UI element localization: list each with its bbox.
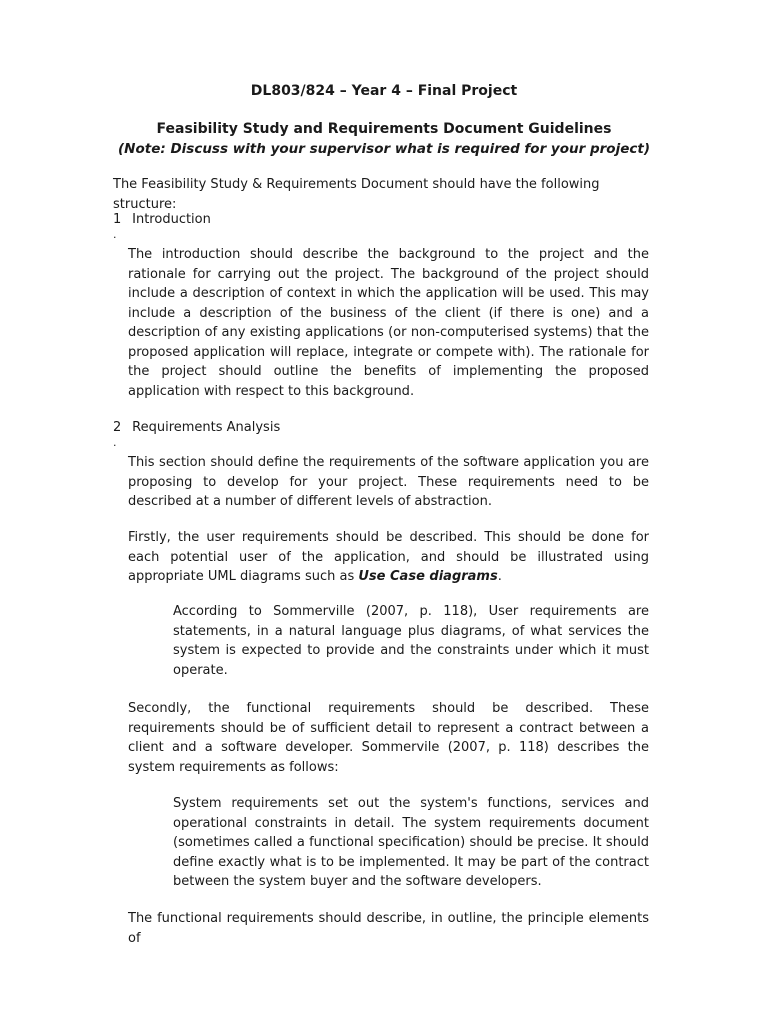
structure-intro: The Feasibility Study & Requirements Document should have the following structure: xyxy=(113,177,600,212)
document-subtitle: Feasibility Study and Requirements Document Guidelines xyxy=(156,121,612,137)
section-heading-introduction xyxy=(113,210,653,241)
sommerville-quote-2: System requirements set out the system's functions, services and operational constraints in detail. The system requirements document (sometimes called a functional specification) should be precise. It should define exactly what is to be implemented. It may be part of the contract between the system buyer and the software developers. xyxy=(173,796,649,889)
supervisor-note: (Note: Discuss with your supervisor what is required for your project) xyxy=(118,141,650,157)
section-title: Requirements Analysis xyxy=(132,420,281,435)
sommerville-quote-1: According to Sommerville (2007, p. 118), User requirements are statements, in a natural language plus diagrams, of what services the system is expected to provide and the constraints under which it must operate. xyxy=(173,604,649,678)
paragraph-text: Firstly, the user requirements should be described. This should be done for each potential user of the application, and should be illustrated using appropriate UML diagrams such as xyxy=(128,530,649,584)
bullet-dot: . xyxy=(113,228,117,241)
paragraph-end: . xyxy=(497,569,502,584)
requirements-paragraph-4: The functional requirements should describe, in outline, the principle elements of xyxy=(128,911,649,946)
use-case-emphasis: Use Case diagrams xyxy=(358,569,498,584)
bullet-dot: . xyxy=(113,436,117,449)
requirements-paragraph-2 xyxy=(128,528,649,587)
document-title: DL803/824 – Year 4 – Final Project xyxy=(250,83,518,99)
requirements-paragraph-1: This section should define the requirements of the software application you are proposing to develop for your project. These requirements need to be described at a number of different levels of abstraction. xyxy=(128,455,649,509)
section-number: 2 xyxy=(113,420,122,435)
section-number: 1 xyxy=(113,212,122,227)
requirements-paragraph-3: Secondly, the functional requirements should be described. These requirements should be of sufficient detail to represent a contract between a client and a software developer. Sommervile (2007, p. 118) describes the system requirements as follows: xyxy=(128,701,649,775)
section-title: Introduction xyxy=(132,212,211,227)
introduction-paragraph: The introduction should describe the background to the project and the rationale for carrying out the project. The background of the project should include a description of context in which the application will be used. This may include a description of the business of the client (if there is one) and a description of any existing applications (or non-computerised systems) that the proposed application will replace, integrate or compete with). The rationale for the project should outline the benefits of implementing the proposed application with respect to this background. xyxy=(128,247,649,399)
section-heading-requirements xyxy=(113,418,653,449)
